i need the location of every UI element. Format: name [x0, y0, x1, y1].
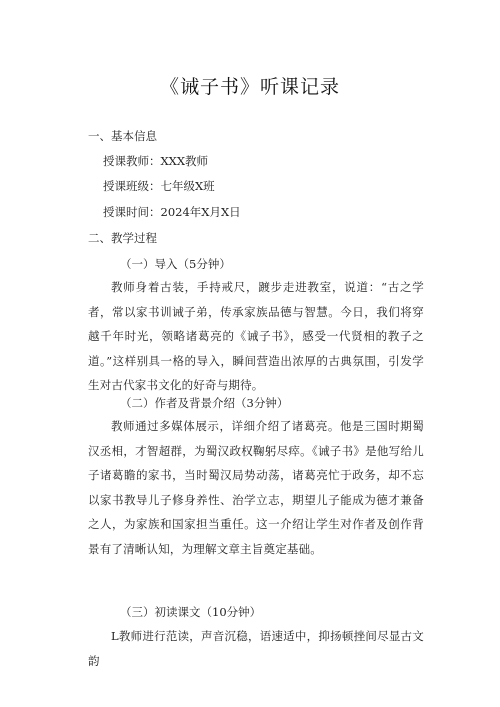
class-info: 授课班级：七年级X班 — [103, 179, 215, 193]
subsection-heading-author-background: （二）作者及背景介绍（3分钟） — [120, 396, 289, 410]
section-heading-basic-info: 一、基本信息 — [88, 129, 157, 143]
subsection-heading-first-reading: （三）初读课文（10分钟） — [120, 605, 262, 619]
time-info: 授课时间：2024年X月X日 — [103, 205, 241, 219]
section-heading-teaching-process: 二、教学过程 — [88, 231, 157, 245]
subsection-heading-introduction: （一）导入（5分钟） — [120, 257, 231, 271]
paragraph-introduction: 教师身着古装，手持戒尺，踱步走进教室，说道：“古之学者，常以家书训诫子弟，传承家族品德与智慧。今日，我们将穿越千年时光，领略诸葛亮的《诫子书》，感受一代贤相的教子之道。”这样别具一格的导入，瞬间营造出浓厚的古典氛围，引发学生对古代家书文化的好奇与期待。 — [88, 280, 424, 392]
paragraph-first-reading: L教师进行范读，声音沉稳，语速适中，抑扬顿挫间尽显古文韵 — [88, 629, 424, 668]
document-title: 《诫子书》听课记录 — [159, 76, 340, 98]
teacher-info: 授课教师：XXX教师 — [103, 154, 209, 168]
paragraph-author-background: 教师通过多媒体展示，详细介绍了诸葛亮。他是三国时期蜀汉丞相，才智超群，为蜀汉政权鞠躬尽瘁。《诫子书》是他写给儿子诸葛瞻的家书，当时蜀汉局势动荡，诸葛亮忙于政务，却不忘以家书教导儿子修身养性、治学立志，期望儿子能成为德才兼备之人，为家族和国家担当重任。这一介绍让学生对作者及创作背景有了清晰认知，为理解文章主旨奠定基础。 — [88, 419, 424, 556]
